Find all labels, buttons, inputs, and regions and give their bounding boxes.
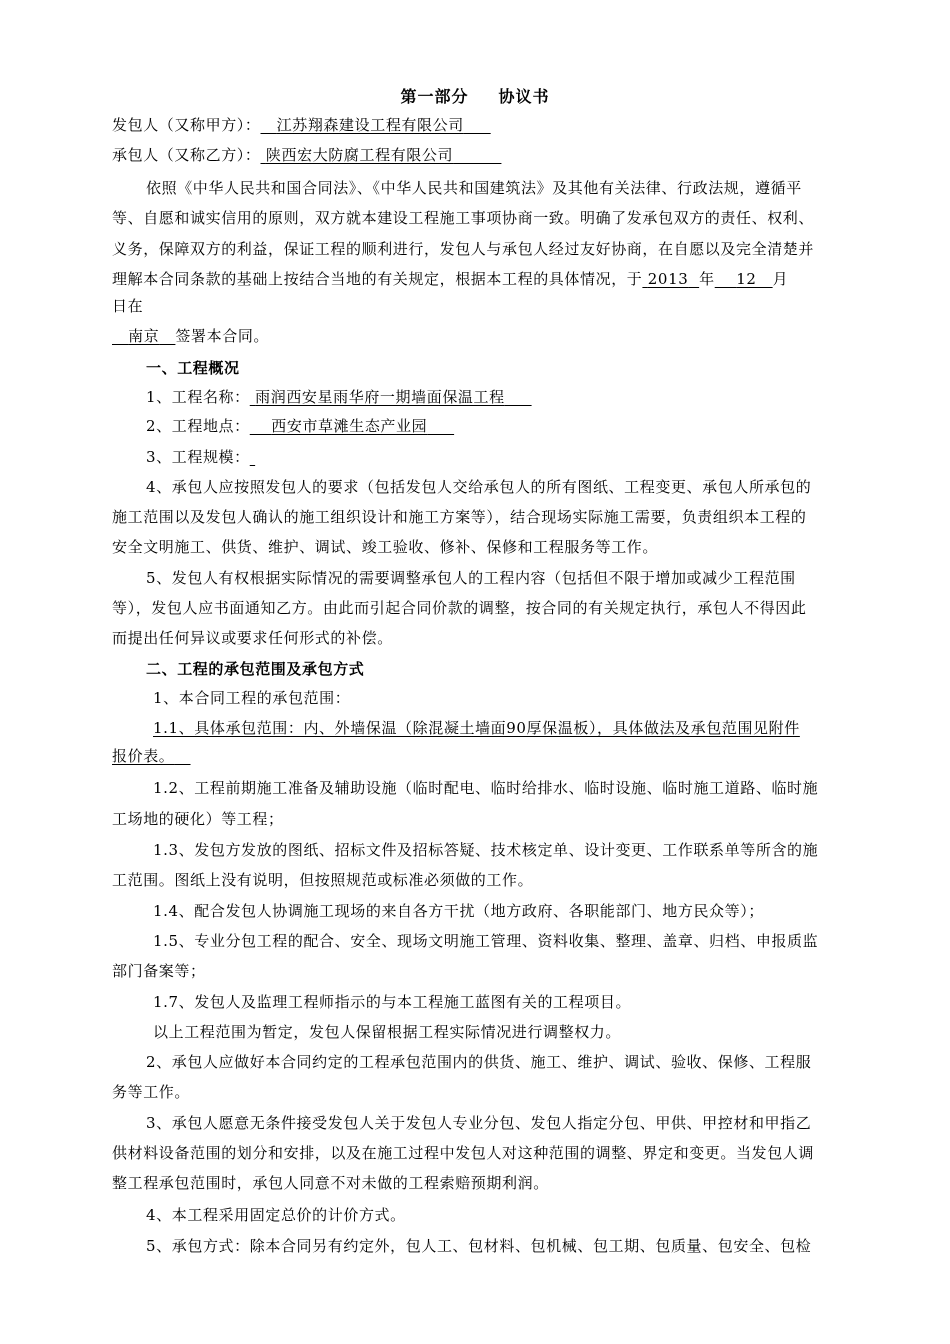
section-2-title: 二、工程的承包范围及承包方式	[146, 660, 365, 678]
clause-2-1-5-line-1: 1.5、专业分包工程的配合、安全、现场文明施工管理、资料收集、整理、盖章、归档、申报质监	[153, 932, 819, 950]
project-name-label: 1、工程名称：	[146, 388, 250, 406]
clause-2-3-line-1: 3、承包人愿意无条件接受发包人关于发包人专业分包、发包人指定分包、甲供、甲控材和甲指乙	[146, 1114, 812, 1132]
clause-2-1-3-line-2: 工范围。图纸上没有说明，但按照规范或标准必须做的工作。	[112, 871, 534, 889]
clause-2-4: 4、本工程采用固定总价的计价方式。	[146, 1206, 406, 1224]
intro-line-5: 日在	[112, 297, 144, 315]
project-name-value: 雨润西安星雨华府一期墙面保温工程	[255, 388, 505, 406]
month-value: 12	[736, 270, 757, 288]
clause-2-1: 1、本合同工程的承包范围：	[153, 689, 351, 707]
clause-1-4-line-3: 安全文明施工、供货、维护、调试、竣工验收、修补、保修和工程服务等工作。	[112, 538, 659, 556]
project-name-field	[250, 388, 532, 406]
intro-line-4	[112, 269, 872, 289]
page-title	[0, 84, 950, 107]
month-field	[715, 270, 773, 288]
clause-1-5-line-1: 5、发包人有权根据实际情况的需要调整承包人的工程内容（包括但不限于增加或减少工程范围	[146, 569, 796, 587]
project-location-label: 2、工程地点：	[146, 417, 250, 435]
clause-2-1-1-text-2: 报价表。	[112, 747, 175, 765]
place-field	[112, 327, 175, 345]
clause-1-5-line-3: 而提出任何异议或要求任何形式的补偿。	[112, 629, 393, 647]
clause-1-4-line-2: 施工范围以及发包人确认的施工组织设计和施工方案等），结合现场实际施工需要，负责组织本工程的	[112, 508, 807, 526]
project-scale-field	[250, 447, 500, 467]
sign-line	[112, 326, 872, 346]
project-scale-line	[146, 447, 906, 467]
clause-2-2-line-2: 务等工作。	[112, 1083, 191, 1101]
clause-2-1-7: 1.7、发包人及监理工程师指示的与本工程施工蓝图有关的工程项目。	[153, 993, 632, 1011]
intro-line-1: 依照《中华人民共和国合同法》、《中华人民共和国建筑法》及其他有关法律、行政法规，遵循平	[146, 179, 802, 197]
party-a-name-field	[261, 116, 491, 134]
section-1-title: 一、工程概况	[146, 359, 240, 377]
project-location-line	[146, 416, 906, 436]
sign-text: 签署本合同。	[175, 327, 270, 345]
clause-2-1-3-line-1: 1.3、发包方发放的图纸、招标文件及招标答疑、技术核定单、设计变更、工作联系单等所含的施	[153, 841, 819, 859]
clause-1-5-line-2: 等），发包人应书面通知乙方。由此而引起合同价款的调整，按合同的有关规定执行，承包人不得因此	[112, 599, 807, 617]
clause-2-1-1-line-2	[112, 746, 872, 766]
party-b-label: 承包人（又称乙方）：	[112, 146, 261, 164]
intro-line-3: 义务，保障双方的利益，保证工程的顺利进行，发包人与承包人经过友好协商，在自愿以及完全清楚并	[112, 240, 815, 258]
party-b-name-field	[261, 146, 502, 164]
year-label: 年	[699, 270, 715, 288]
scope-note: 以上工程范围为暂定，发包人保留根据工程实际情况进行调整权力。	[153, 1023, 622, 1041]
party-a-name: 江苏翔森建设工程有限公司	[276, 116, 464, 134]
clause-2-3-line-3: 整工程承包范围时，承包人同意不对未做的工程索赔预期利润。	[112, 1174, 549, 1192]
party-b-line	[112, 145, 872, 165]
intro-line-2: 等、自愿和诚实信用的原则，双方就本建设工程施工事项协商一致。明确了发承包双方的责任、权利、	[112, 209, 815, 227]
intro-line-4-text: 理解本合同条款的基础上按结合当地的有关规定，根据本工程的具体情况，于	[112, 270, 643, 288]
clause-2-1-1-text-1: 1.1、具体承包范围：内、外墙保温（除混凝土墙面90厚保温板），具体做法及承包范围见附件	[153, 719, 800, 737]
clause-2-2-line-1: 2、承包人应做好本合同约定的工程承包范围内的供货、施工、维护、调试、验收、保修、工程服	[146, 1053, 812, 1071]
project-scale-label: 3、工程规模：	[146, 448, 250, 466]
title-part: 第一部分	[400, 87, 469, 106]
clause-1-4-line-1: 4、承包人应按照发包人的要求（包括发包人交给承包人的所有图纸、工程变更、承包人所承包的	[146, 478, 812, 496]
project-name-line	[146, 387, 906, 407]
party-a-line	[112, 115, 872, 135]
year-field	[642, 270, 699, 288]
title-name: 协议书	[498, 87, 550, 106]
clause-2-1-1-line-1	[153, 718, 913, 738]
clause-2-1-5-line-2: 部门备案等；	[112, 962, 206, 980]
party-a-label: 发包人（又称甲方）：	[112, 116, 261, 134]
clause-2-1-4: 1.4、配合发包人协调施工现场的来自各方干扰（地方政府、各职能部门、地方民众等）；	[153, 902, 764, 920]
project-location-value: 西安市草滩生态产业园	[271, 417, 428, 435]
clause-2-1-2-line-2: 工场地的硬化）等工程；	[112, 810, 284, 828]
year-value: 2013	[647, 270, 689, 288]
month-label: 月	[772, 270, 789, 288]
clause-2-3-line-2: 供材料设备范围的划分和安排，以及在施工过程中发包人对这种范围的调整、界定和变更。当发包人调	[112, 1144, 815, 1162]
place-value: 南京	[128, 327, 160, 345]
party-b-name: 陕西宏大防腐工程有限公司	[265, 146, 454, 164]
clause-2-1-2-line-1: 1.2、工程前期施工准备及辅助设施（临时配电、临时给排水、临时设施、临时施工道路、临时施	[153, 779, 819, 797]
project-location-field	[250, 417, 454, 435]
clause-2-1-1-field-2	[112, 747, 191, 765]
clause-2-5: 5、承包方式：除本合同另有约定外，包人工、包材料、包机械、包工期、包质量、包安全、包检	[146, 1237, 812, 1255]
